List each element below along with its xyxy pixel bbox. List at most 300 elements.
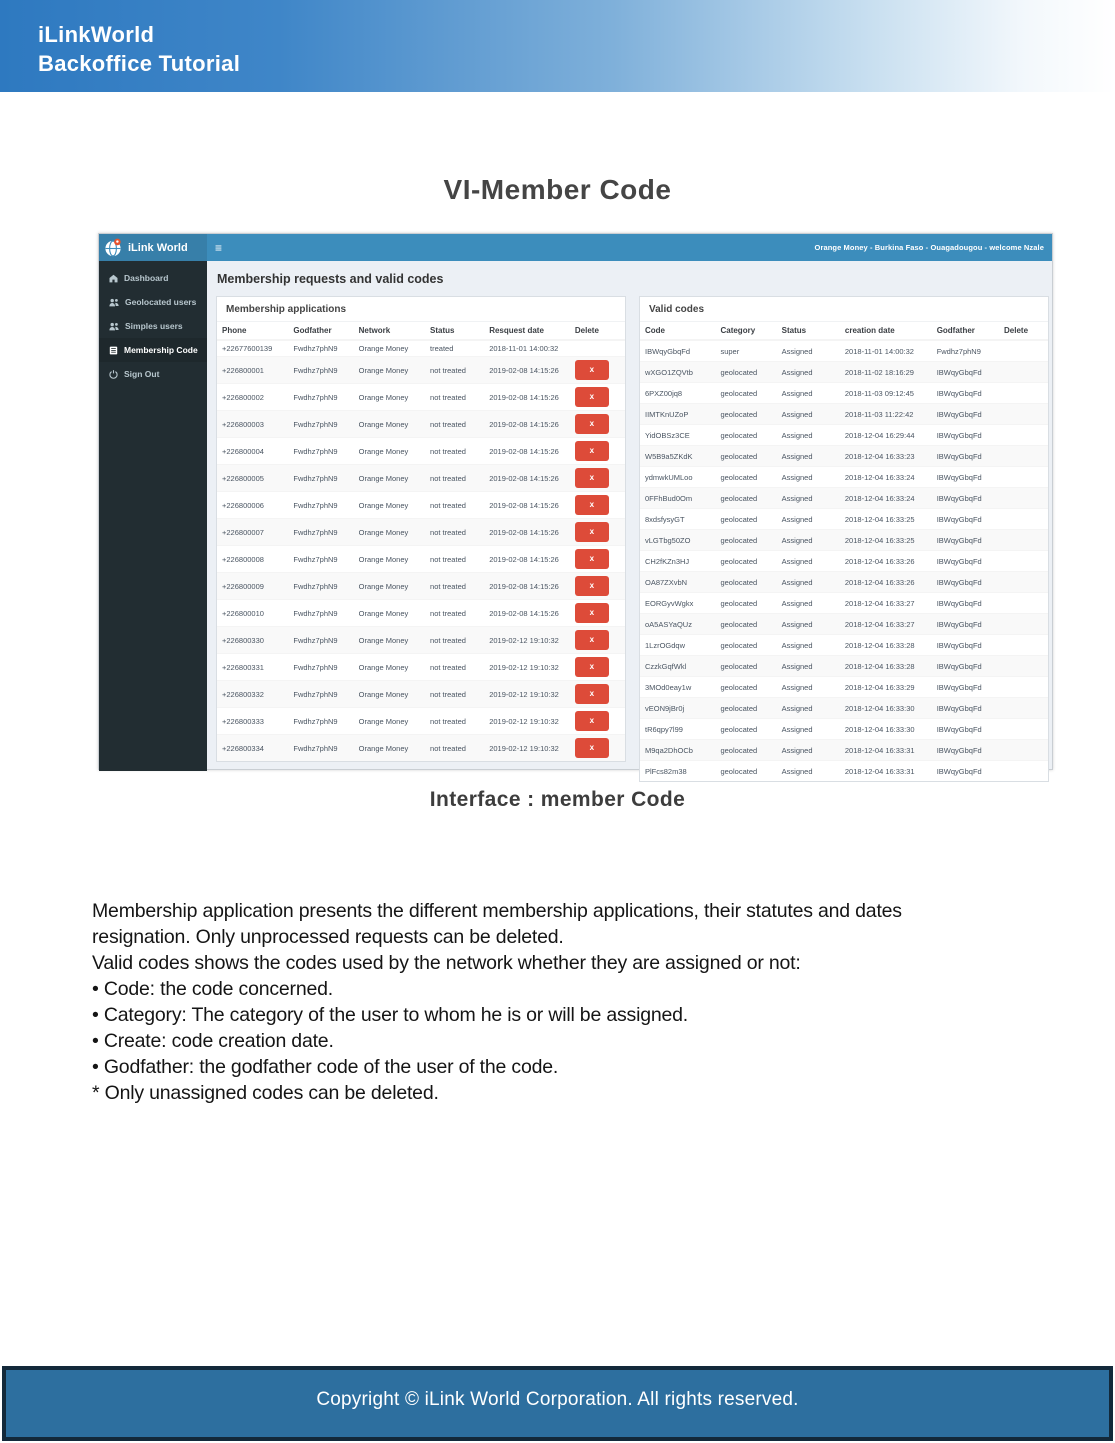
column-header: Resquest date: [484, 322, 570, 341]
date-cell: 2019-02-12 19:10:32: [484, 681, 570, 708]
date-cell: 2019-02-08 14:15:26: [484, 411, 570, 438]
copyright-text: Copyright © iLink World Corporation. All rights reserved.: [316, 1388, 799, 1410]
status-cell: not treated: [425, 519, 484, 546]
table-row: [217, 681, 625, 708]
code-cell: CH2fKZn3HJ: [640, 551, 715, 572]
godfather-cell: Fwdhz7phN9: [288, 627, 353, 654]
network-cell: Orange Money: [354, 681, 425, 708]
delete-cell: [999, 530, 1048, 551]
table-row: [640, 719, 1048, 740]
status-cell: not treated: [425, 708, 484, 735]
godfather-cell: Fwdhz7phN9: [288, 735, 353, 762]
godfather-cell: Fwdhz7phN9: [288, 438, 353, 465]
table-row: [640, 362, 1048, 383]
status-cell: Assigned: [777, 572, 840, 593]
delete-cell: [999, 719, 1048, 740]
delete-cell: [570, 465, 625, 492]
body-line: Membership application presents the different membership applications, their statutes and dates: [92, 900, 902, 922]
delete-cell: [999, 572, 1048, 593]
code-cell: 8xdsfysyGT: [640, 509, 715, 530]
banner-title: iLinkWorld: [38, 22, 155, 47]
status-cell: Assigned: [777, 740, 840, 761]
network-cell: Orange Money: [354, 492, 425, 519]
column-header: Godfather: [288, 322, 353, 341]
date-cell: 2018-12-04 16:33:30: [840, 698, 932, 719]
home-icon: [109, 274, 118, 283]
delete-cell: [570, 492, 625, 519]
code-cell: 1LzrOGdqw: [640, 635, 715, 656]
status-cell: Assigned: [777, 362, 840, 383]
table-row: [640, 383, 1048, 404]
date-cell: 2018-12-04 16:33:29: [840, 677, 932, 698]
phone-cell: +226800007: [217, 519, 288, 546]
table-row: [217, 492, 625, 519]
code-cell: 6PXZ00jq8: [640, 383, 715, 404]
godfather-cell: Fwdhz7phN9: [288, 654, 353, 681]
network-cell: Orange Money: [354, 735, 425, 762]
membership-card-icon: [109, 346, 118, 355]
body-line: • Create: code creation date.: [92, 1030, 334, 1052]
column-header: Delete: [999, 322, 1048, 341]
sidebar-item-simples-users[interactable]: [99, 314, 207, 338]
category-cell: geolocated: [715, 551, 776, 572]
sidebar-item-label: Geolocated users: [125, 297, 197, 307]
godfather-cell: Fwdhz7phN9: [288, 465, 353, 492]
status-cell: Assigned: [777, 383, 840, 404]
section-title: VI-Member Code: [443, 174, 672, 205]
table-row: [217, 708, 625, 735]
column-header: Status: [425, 322, 484, 341]
column-header: Phone: [217, 322, 288, 341]
godfather-cell: IBWqyGbqFd: [932, 593, 999, 614]
delete-row-button[interactable]: x: [575, 549, 609, 569]
code-cell: vEON9jBr0j: [640, 698, 715, 719]
column-header: Godfather: [932, 322, 999, 341]
page-heading: Membership requests and valid codes: [217, 272, 444, 286]
panels-row: [216, 296, 1049, 782]
delete-row-button[interactable]: x: [575, 603, 609, 623]
godfather-cell: IBWqyGbqFd: [932, 698, 999, 719]
sidebar-item-dashboard[interactable]: [99, 266, 207, 290]
banner-subtitle: Backoffice Tutorial: [38, 51, 241, 76]
category-cell: geolocated: [715, 404, 776, 425]
phone-cell: +226800006: [217, 492, 288, 519]
date-cell: 2018-11-03 11:22:42: [840, 404, 932, 425]
network-cell: Orange Money: [354, 340, 425, 357]
table-row: [640, 509, 1048, 530]
phone-cell: +226800002: [217, 384, 288, 411]
delete-cell: [999, 740, 1048, 761]
status-cell: treated: [425, 340, 484, 357]
table-row: [640, 340, 1048, 362]
table-row: [640, 467, 1048, 488]
date-cell: 2019-02-12 19:10:32: [484, 627, 570, 654]
network-cell: Orange Money: [354, 708, 425, 735]
membership-applications-panel: [216, 296, 626, 762]
table-row: [640, 614, 1048, 635]
status-cell: not treated: [425, 573, 484, 600]
delete-row-button[interactable]: x: [575, 414, 609, 434]
status-cell: Assigned: [777, 446, 840, 467]
top-navbar: [207, 234, 1052, 261]
date-cell: 2018-12-04 16:33:28: [840, 656, 932, 677]
delete-cell: [570, 357, 625, 384]
category-cell: geolocated: [715, 425, 776, 446]
delete-cell: [999, 614, 1048, 635]
godfather-cell: IBWqyGbqFd: [932, 677, 999, 698]
delete-cell: [999, 362, 1048, 383]
table-row: [217, 411, 625, 438]
network-cell: Orange Money: [354, 438, 425, 465]
network-cell: Orange Money: [354, 546, 425, 573]
network-cell: Orange Money: [354, 627, 425, 654]
status-cell: not treated: [425, 546, 484, 573]
delete-cell: [570, 573, 625, 600]
delete-cell: [570, 600, 625, 627]
status-cell: Assigned: [777, 467, 840, 488]
godfather-cell: IBWqyGbqFd: [932, 656, 999, 677]
godfather-cell: Fwdhz7phN9: [288, 519, 353, 546]
delete-row-button[interactable]: x: [575, 657, 609, 677]
category-cell: geolocated: [715, 635, 776, 656]
date-cell: 2019-02-12 19:10:32: [484, 708, 570, 735]
code-cell: 0FFhBud0Om: [640, 488, 715, 509]
table-row: [640, 530, 1048, 551]
delete-cell: [999, 551, 1048, 572]
applications-table-body: [217, 340, 625, 761]
status-cell: not treated: [425, 411, 484, 438]
code-cell: CzzkGqfWkl: [640, 656, 715, 677]
godfather-cell: IBWqyGbqFd: [932, 740, 999, 761]
body-line: • Category: The category of the user to whom he is or will be assigned.: [92, 1004, 688, 1026]
delete-row-button[interactable]: x: [575, 576, 609, 596]
table-row: [217, 573, 625, 600]
status-cell: Assigned: [777, 404, 840, 425]
category-cell: geolocated: [715, 719, 776, 740]
date-cell: 2018-11-01 14:00:32: [484, 340, 570, 357]
delete-row-button[interactable]: x: [575, 441, 609, 461]
delete-cell: [570, 735, 625, 762]
sidebar-item-label: Simples users: [125, 321, 183, 331]
status-cell: Assigned: [777, 656, 840, 677]
godfather-cell: Fwdhz7phN9: [288, 357, 353, 384]
date-cell: 2018-12-04 16:33:28: [840, 635, 932, 656]
doc-header-banner: [0, 0, 1115, 92]
table-row: [217, 627, 625, 654]
table-header-row: [217, 322, 625, 341]
code-cell: tR6qpy7l99: [640, 719, 715, 740]
date-cell: 2018-11-02 18:16:29: [840, 362, 932, 383]
table-row: [640, 488, 1048, 509]
category-cell: geolocated: [715, 761, 776, 782]
phone-cell: +226800331: [217, 654, 288, 681]
phone-cell: +226800009: [217, 573, 288, 600]
body-line: * Only unassigned codes can be deleted.: [92, 1082, 439, 1104]
status-cell: Assigned: [777, 614, 840, 635]
delete-cell: [999, 761, 1048, 782]
valid-codes-panel: [639, 296, 1049, 782]
date-cell: 2019-02-08 14:15:26: [484, 492, 570, 519]
delete-cell: [999, 425, 1048, 446]
brand-logo[interactable]: [99, 234, 207, 261]
body-line: Valid codes shows the codes used by the network whether they are assigned or not:: [92, 952, 801, 974]
category-cell: geolocated: [715, 656, 776, 677]
code-cell: PlFcs82m38: [640, 761, 715, 782]
date-cell: 2019-02-08 14:15:26: [484, 519, 570, 546]
godfather-cell: Fwdhz7phN9: [288, 384, 353, 411]
table-header-row: [640, 322, 1048, 341]
network-cell: Orange Money: [354, 384, 425, 411]
power-icon: [109, 370, 118, 379]
column-header: Delete: [570, 322, 625, 341]
status-cell: not treated: [425, 492, 484, 519]
app-header: [99, 234, 1052, 261]
screenshot-caption: Interface : member Code: [429, 788, 686, 811]
date-cell: 2019-02-08 14:15:26: [484, 357, 570, 384]
category-cell: geolocated: [715, 740, 776, 761]
doc-footer: [2, 1366, 1113, 1441]
date-cell: 2019-02-08 14:15:26: [484, 573, 570, 600]
date-cell: 2019-02-08 14:15:26: [484, 384, 570, 411]
network-cell: Orange Money: [354, 573, 425, 600]
godfather-cell: IBWqyGbqFd: [932, 509, 999, 530]
network-cell: Orange Money: [354, 654, 425, 681]
godfather-cell: Fwdhz7phN9: [932, 340, 999, 362]
delete-cell: [999, 677, 1048, 698]
phone-cell: +226800003: [217, 411, 288, 438]
godfather-cell: Fwdhz7phN9: [288, 546, 353, 573]
app-body: [99, 261, 1052, 776]
delete-cell: [999, 404, 1048, 425]
date-cell: 2019-02-08 14:15:26: [484, 600, 570, 627]
delete-row-button[interactable]: x: [575, 360, 609, 380]
delete-cell: [999, 446, 1048, 467]
table-row: [640, 425, 1048, 446]
date-cell: 2018-12-04 16:33:31: [840, 761, 932, 782]
status-cell: Assigned: [777, 425, 840, 446]
status-cell: Assigned: [777, 698, 840, 719]
phone-cell: +226800333: [217, 708, 288, 735]
users-icon: [109, 322, 119, 331]
category-cell: geolocated: [715, 446, 776, 467]
date-cell: 2018-11-03 09:12:45: [840, 383, 932, 404]
godfather-cell: Fwdhz7phN9: [288, 573, 353, 600]
sidebar-item-label: Sign Out: [124, 369, 160, 379]
code-cell: ydmwkUMLoo: [640, 467, 715, 488]
table-row: [640, 740, 1048, 761]
date-cell: 2018-12-04 16:33:30: [840, 719, 932, 740]
status-cell: not treated: [425, 357, 484, 384]
table-row: [640, 698, 1048, 719]
delete-cell: [999, 488, 1048, 509]
delete-cell: [999, 593, 1048, 614]
delete-cell: [999, 698, 1048, 719]
sidebar-item-label: Dashboard: [124, 273, 169, 283]
delete-cell: [570, 438, 625, 465]
network-cell: Orange Money: [354, 465, 425, 492]
user-session-info[interactable]: Orange Money - Burkina Faso - Ouagadougou - welcome Nzale: [814, 243, 1044, 252]
delete-cell: [999, 467, 1048, 488]
table-row: [217, 357, 625, 384]
delete-row-button[interactable]: x: [575, 495, 609, 515]
date-cell: 2018-12-04 16:29:44: [840, 425, 932, 446]
phone-cell: +226800330: [217, 627, 288, 654]
table-row: [217, 654, 625, 681]
status-cell: not treated: [425, 654, 484, 681]
app-screenshot: [98, 233, 1053, 776]
table-row: [640, 677, 1048, 698]
delete-row-button[interactable]: x: [575, 522, 609, 542]
godfather-cell: IBWqyGbqFd: [932, 446, 999, 467]
body-text: [92, 898, 1052, 1106]
delete-cell: [570, 654, 625, 681]
globe-pin-logo-icon: [104, 238, 123, 257]
phone-cell: +226800005: [217, 465, 288, 492]
code-cell: OA87ZXvbN: [640, 572, 715, 593]
phone-cell: +22677600139: [217, 340, 288, 357]
code-cell: EORGyvWgkx: [640, 593, 715, 614]
panel-title: Valid codes: [649, 304, 705, 315]
godfather-cell: IBWqyGbqFd: [932, 719, 999, 740]
code-cell: YidOBSz3CE: [640, 425, 715, 446]
code-cell: IBWqyGbqFd: [640, 340, 715, 362]
delete-row-button[interactable]: x: [575, 711, 609, 731]
date-cell: 2019-02-08 14:15:26: [484, 465, 570, 492]
table-row: [217, 600, 625, 627]
status-cell: Assigned: [777, 677, 840, 698]
status-cell: not treated: [425, 735, 484, 762]
status-cell: not treated: [425, 627, 484, 654]
delete-cell: [570, 340, 625, 357]
date-cell: 2018-12-04 16:33:27: [840, 593, 932, 614]
delete-cell: [999, 383, 1048, 404]
sidebar-item-membership-code[interactable]: [99, 338, 207, 362]
godfather-cell: Fwdhz7phN9: [288, 681, 353, 708]
users-icon: [109, 298, 119, 307]
delete-row-button[interactable]: x: [575, 468, 609, 488]
status-cell: Assigned: [777, 635, 840, 656]
code-cell: wXGO1ZQVtb: [640, 362, 715, 383]
category-cell: geolocated: [715, 698, 776, 719]
category-cell: geolocated: [715, 488, 776, 509]
date-cell: 2018-12-04 16:33:25: [840, 530, 932, 551]
delete-cell: [570, 681, 625, 708]
delete-cell: [999, 635, 1048, 656]
status-cell: not treated: [425, 681, 484, 708]
sidebar-item-geolocated-users[interactable]: [99, 290, 207, 314]
code-cell: vLGTbg50ZO: [640, 530, 715, 551]
column-header: Network: [354, 322, 425, 341]
godfather-cell: IBWqyGbqFd: [932, 467, 999, 488]
godfather-cell: Fwdhz7phN9: [288, 340, 353, 357]
sidebar: [99, 261, 207, 771]
godfather-cell: IBWqyGbqFd: [932, 488, 999, 509]
status-cell: not treated: [425, 600, 484, 627]
table-row: [640, 446, 1048, 467]
table-row: [217, 735, 625, 762]
category-cell: geolocated: [715, 677, 776, 698]
godfather-cell: IBWqyGbqFd: [932, 425, 999, 446]
sidebar-item-sign-out[interactable]: [99, 362, 207, 386]
date-cell: 2018-12-04 16:33:31: [840, 740, 932, 761]
delete-cell: [570, 708, 625, 735]
category-cell: geolocated: [715, 509, 776, 530]
network-cell: Orange Money: [354, 411, 425, 438]
table-row: [640, 404, 1048, 425]
status-cell: Assigned: [777, 719, 840, 740]
date-cell: 2018-11-01 14:00:32: [840, 340, 932, 362]
delete-cell: [999, 509, 1048, 530]
column-header: Code: [640, 322, 715, 341]
table-row: [640, 593, 1048, 614]
godfather-cell: IBWqyGbqFd: [932, 404, 999, 425]
column-header: Category: [715, 322, 776, 341]
date-cell: 2019-02-12 19:10:32: [484, 654, 570, 681]
delete-row-button[interactable]: x: [575, 630, 609, 650]
phone-cell: +226800010: [217, 600, 288, 627]
godfather-cell: Fwdhz7phN9: [288, 708, 353, 735]
delete-cell: [570, 519, 625, 546]
table-row: [217, 340, 625, 357]
codes-table-body: [640, 340, 1048, 781]
category-cell: super: [715, 340, 776, 362]
body-line: resignation. Only unprocessed requests can be deleted.: [92, 926, 564, 948]
table-row: [217, 384, 625, 411]
date-cell: 2018-12-04 16:33:24: [840, 467, 932, 488]
godfather-cell: IBWqyGbqFd: [932, 551, 999, 572]
godfather-cell: IBWqyGbqFd: [932, 530, 999, 551]
status-cell: not treated: [425, 465, 484, 492]
date-cell: 2019-02-08 14:15:26: [484, 546, 570, 573]
delete-row-button[interactable]: x: [575, 684, 609, 704]
category-cell: geolocated: [715, 467, 776, 488]
hamburger-menu-icon[interactable]: ≡: [215, 240, 223, 255]
phone-cell: +226800004: [217, 438, 288, 465]
godfather-cell: IBWqyGbqFd: [932, 572, 999, 593]
status-cell: Assigned: [777, 509, 840, 530]
brand-name: iLink World: [128, 241, 188, 254]
godfather-cell: Fwdhz7phN9: [288, 492, 353, 519]
column-header: Status: [777, 322, 840, 341]
table-row: [640, 635, 1048, 656]
column-header: creation date: [840, 322, 932, 341]
delete-row-button[interactable]: x: [575, 738, 609, 758]
status-cell: Assigned: [777, 488, 840, 509]
status-cell: Assigned: [777, 340, 840, 362]
table-row: [217, 465, 625, 492]
main-content: [207, 261, 1058, 776]
body-line: • Godfather: the godfather code of the user of the code.: [92, 1056, 559, 1078]
table-row: [640, 656, 1048, 677]
date-cell: 2018-12-04 16:33:23: [840, 446, 932, 467]
phone-cell: +226800332: [217, 681, 288, 708]
body-line: • Code: the code concerned.: [92, 978, 334, 1000]
code-cell: W5B9a5ZKdK: [640, 446, 715, 467]
code-cell: M9qa2DhOCb: [640, 740, 715, 761]
godfather-cell: IBWqyGbqFd: [932, 761, 999, 782]
category-cell: geolocated: [715, 593, 776, 614]
date-cell: 2018-12-04 16:33:24: [840, 488, 932, 509]
panel-title: Membership applications: [226, 304, 347, 315]
phone-cell: +226800008: [217, 546, 288, 573]
category-cell: geolocated: [715, 614, 776, 635]
godfather-cell: IBWqyGbqFd: [932, 362, 999, 383]
date-cell: 2019-02-12 19:10:32: [484, 735, 570, 762]
delete-row-button[interactable]: x: [575, 387, 609, 407]
network-cell: Orange Money: [354, 519, 425, 546]
delete-cell: [999, 656, 1048, 677]
delete-cell: [570, 411, 625, 438]
